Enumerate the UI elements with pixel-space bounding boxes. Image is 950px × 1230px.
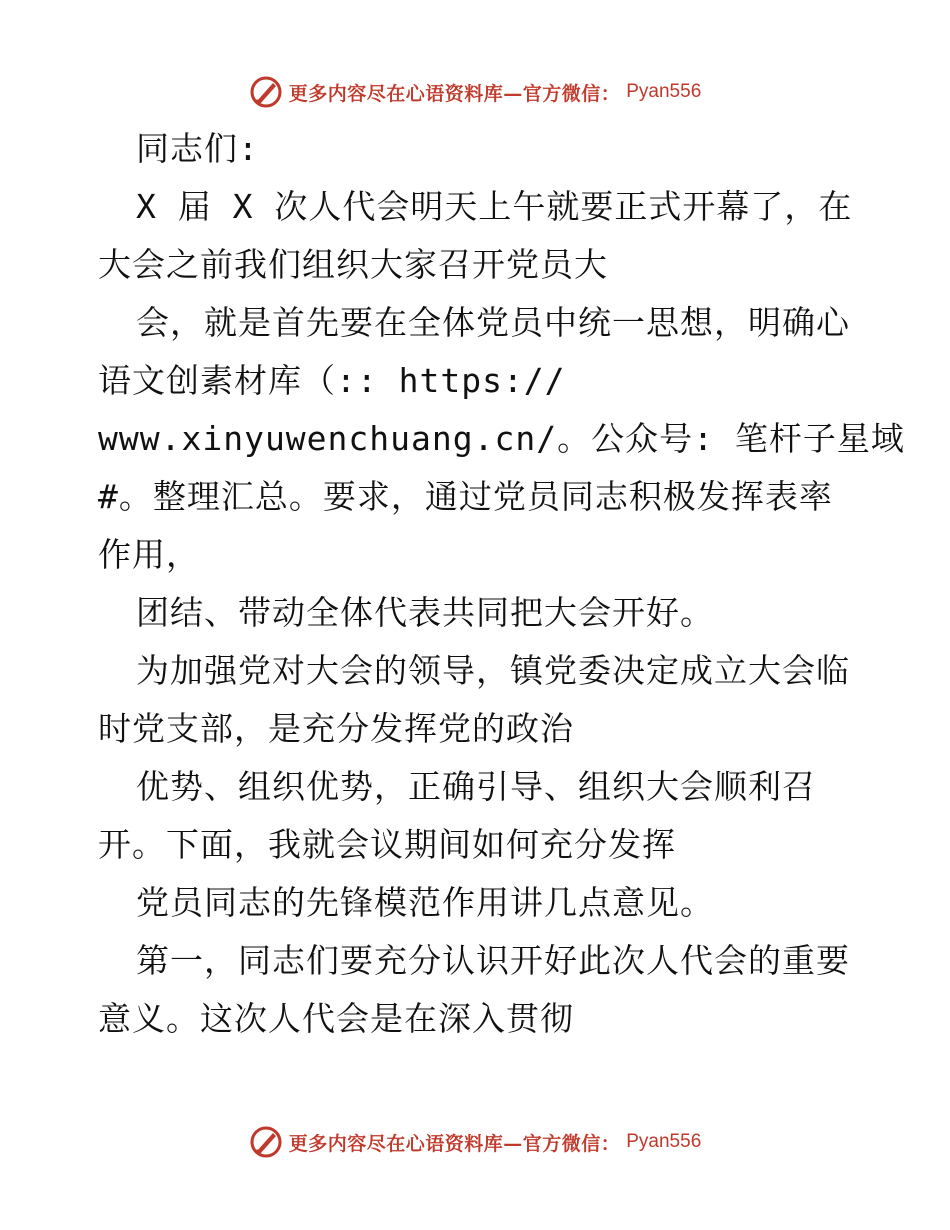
quill-pen-logo-icon — [249, 75, 283, 109]
text-line: 大会之前我们组织大家召开党员大 — [98, 245, 608, 284]
text-line: 意义。这次人代会是在深入贯彻 — [98, 999, 574, 1038]
text-line: 同志们: — [136, 129, 259, 168]
document-body — [98, 120, 905, 1048]
text-line: 团结、带动全体代表共同把大会开好。 — [136, 593, 714, 632]
header-brand-text: 更多内容尽在心语资料库—官方微信： — [288, 82, 621, 105]
quill-pen-logo-icon — [249, 1125, 283, 1159]
text-line: 党员同志的先锋模范作用讲几点意见。 — [136, 883, 714, 922]
header-wechat-id: Pyan556 — [626, 81, 702, 102]
text-line: #。整理汇总。要求，通过党员同志积极发挥表率 — [98, 477, 833, 516]
text-line: 时党支部，是充分发挥党的政治 — [98, 709, 574, 748]
text-line: 会，就是首先要在全体党员中统一思想，明确心 — [136, 303, 850, 342]
text-line: 为加强党对大会的领导，镇党委决定成立大会临 — [136, 651, 850, 690]
text-line: 优势、组织优势，正确引导、组织大会顺利召 — [136, 767, 816, 806]
footer-wechat-id: Pyan556 — [626, 1131, 702, 1152]
text-line: 第一，同志们要充分认识开好此次人代会的重要 — [136, 941, 850, 980]
footer-brand-text: 更多内容尽在心语资料库—官方微信： — [288, 1132, 621, 1155]
text-line: 作用， — [98, 535, 200, 574]
text-line: X 届 X 次人代会明天上午就要正式开幕了，在 — [136, 187, 853, 226]
text-line: 语文创素材库（:: https:// — [98, 361, 566, 400]
text-line: www.xinyuwenchuang.cn/。公众号: 笔杆子星域 — [98, 419, 905, 458]
header-banner — [0, 72, 950, 112]
footer-banner — [0, 1122, 950, 1162]
text-line: 开。下面，我就会议期间如何充分发挥 — [98, 825, 676, 864]
